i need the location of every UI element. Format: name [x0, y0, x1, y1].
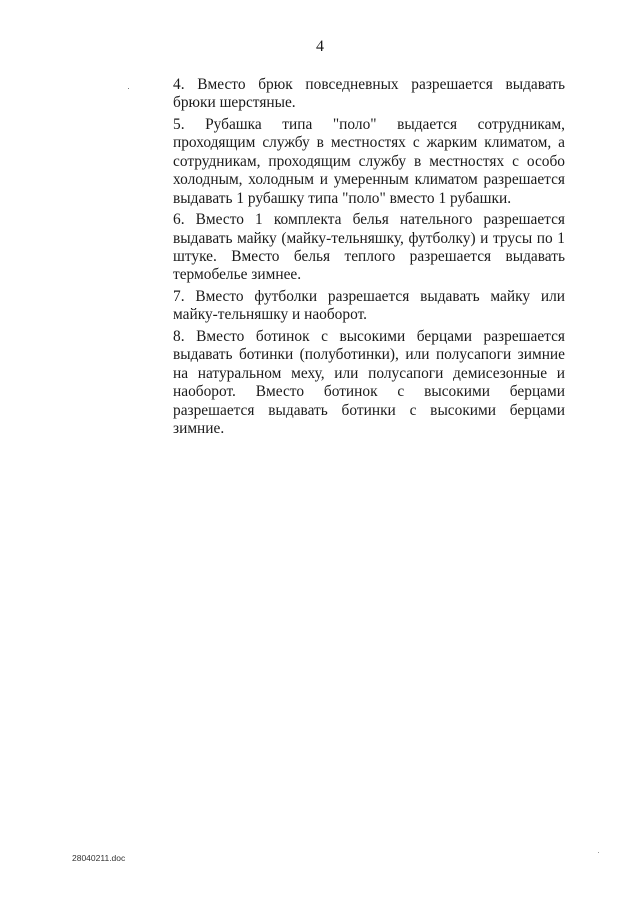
page-number: 4	[316, 38, 324, 55]
document-body	[173, 76, 565, 438]
paragraph-item-6: 6. Вместо 1 комплекта белья нательного разрешается выдавать майку (майку-тельняшку, футболку) и трусы по 1 штуке. Вместо белья теплого разрешается выдавать термобелье зимнее.	[173, 211, 565, 284]
footer-filename: 28040211.doc	[72, 853, 126, 863]
paragraph-item-7: 7. Вместо футболки разрешается выдавать майку или майку-тельняшку и наоборот.	[173, 288, 565, 324]
scan-artifact-mark	[598, 852, 599, 853]
paragraph-item-8: 8. Вместо ботинок с высокими берцами разрешается выдавать ботинки (полуботинки), или полусапоги зимние на натуральном меху, или полусапоги демисезонные и наоборот. Вместо ботинок с высокими берцами разрешается выдавать ботинки с высокими берцами зимние.	[173, 328, 565, 438]
scan-artifact-dot	[128, 88, 129, 89]
paragraph-item-4: 4. Вместо брюк повседневных разрешается выдавать брюки шерстяные.	[173, 76, 565, 112]
paragraph-item-5: 5. Рубашка типа "поло" выдается сотрудникам, проходящим службу в местностях с жарким климатом, а сотрудникам, проходящим службу в местностях с особо холодным, холодным и умеренным климатом разрешается выдавать 1 рубашку типа "поло" вместо 1 рубашки.	[173, 116, 565, 207]
